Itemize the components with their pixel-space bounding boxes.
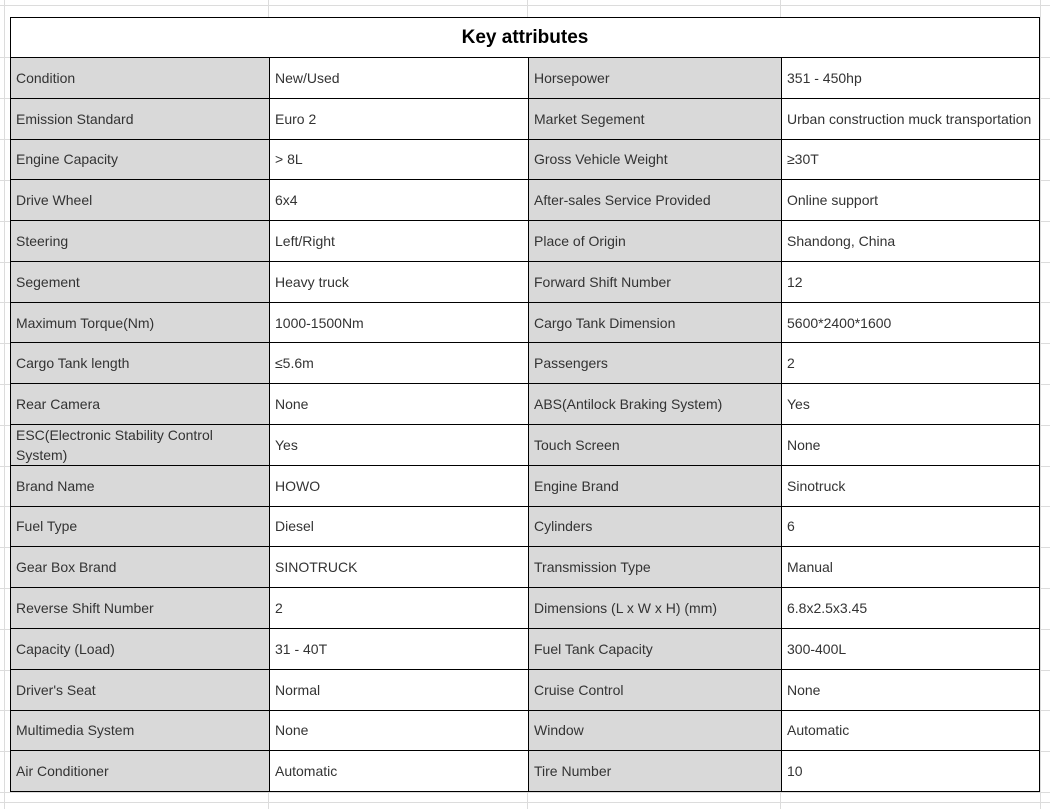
attribute-value-left: ≤5.6m bbox=[269, 343, 528, 383]
attribute-label-left: ESC(Electronic Stability Control System) bbox=[11, 425, 269, 465]
attribute-label-left: Segement bbox=[11, 262, 269, 302]
table-row bbox=[11, 466, 1039, 507]
attribute-value-right: 2 bbox=[781, 343, 1039, 383]
attribute-label-left: Brand Name bbox=[11, 466, 269, 506]
table-body bbox=[11, 58, 1039, 791]
attribute-value-left: SINOTRUCK bbox=[269, 547, 528, 587]
attribute-label-right: Cargo Tank Dimension bbox=[528, 303, 781, 343]
attribute-label-right: Dimensions (L x W x H) (mm) bbox=[528, 588, 781, 628]
table-row bbox=[11, 425, 1039, 466]
attribute-value-left: 6x4 bbox=[269, 180, 528, 220]
table-row bbox=[11, 303, 1039, 344]
attribute-label-right: Cylinders bbox=[528, 507, 781, 547]
table-row bbox=[11, 751, 1039, 791]
attribute-value-left: Diesel bbox=[269, 507, 528, 547]
table-row bbox=[11, 588, 1039, 629]
attribute-label-right: Gross Vehicle Weight bbox=[528, 140, 781, 180]
table-row bbox=[11, 140, 1039, 181]
attribute-label-right: After-sales Service Provided bbox=[528, 180, 781, 220]
attribute-value-left: 1000-1500Nm bbox=[269, 303, 528, 343]
attribute-value-left: Left/Right bbox=[269, 221, 528, 261]
table-row bbox=[11, 711, 1039, 752]
attribute-label-left: Gear Box Brand bbox=[11, 547, 269, 587]
attribute-value-left: None bbox=[269, 711, 528, 751]
attribute-value-right: Urban construction muck transportation bbox=[781, 99, 1039, 139]
attribute-value-left: Euro 2 bbox=[269, 99, 528, 139]
attribute-label-right: Cruise Control bbox=[528, 670, 781, 710]
attribute-label-right: Horsepower bbox=[528, 58, 781, 98]
table-row bbox=[11, 629, 1039, 670]
attribute-label-left: Maximum Torque(Nm) bbox=[11, 303, 269, 343]
attribute-value-right: Automatic bbox=[781, 711, 1039, 751]
table-row bbox=[11, 507, 1039, 548]
attribute-value-left: None bbox=[269, 384, 528, 424]
table-row bbox=[11, 180, 1039, 221]
attribute-value-left: 2 bbox=[269, 588, 528, 628]
attribute-value-right: None bbox=[781, 670, 1039, 710]
attribute-label-right: ABS(Antilock Braking System) bbox=[528, 384, 781, 424]
table-row bbox=[11, 99, 1039, 140]
attribute-value-right: Sinotruck bbox=[781, 466, 1039, 506]
attribute-value-right: Manual bbox=[781, 547, 1039, 587]
attribute-label-left: Capacity (Load) bbox=[11, 629, 269, 669]
attribute-value-right: 6 bbox=[781, 507, 1039, 547]
attribute-label-left: Reverse Shift Number bbox=[11, 588, 269, 628]
attribute-value-left: Yes bbox=[269, 425, 528, 465]
attribute-label-right: Passengers bbox=[528, 343, 781, 383]
attribute-value-right: Online support bbox=[781, 180, 1039, 220]
attribute-label-left: Multimedia System bbox=[11, 711, 269, 751]
attribute-value-right: 10 bbox=[781, 751, 1039, 791]
attribute-label-left: Air Conditioner bbox=[11, 751, 269, 791]
key-attributes-table bbox=[10, 17, 1040, 792]
table-title: Key attributes bbox=[11, 18, 1039, 58]
attribute-value-left: Heavy truck bbox=[269, 262, 528, 302]
table-row bbox=[11, 547, 1039, 588]
attribute-label-left: Engine Capacity bbox=[11, 140, 269, 180]
attribute-value-left: Automatic bbox=[269, 751, 528, 791]
table-row bbox=[11, 58, 1039, 99]
attribute-label-left: Driver's Seat bbox=[11, 670, 269, 710]
attribute-value-right: 5600*2400*1600 bbox=[781, 303, 1039, 343]
table-row bbox=[11, 221, 1039, 262]
attribute-value-right: 12 bbox=[781, 262, 1039, 302]
attribute-value-left: HOWO bbox=[269, 466, 528, 506]
attribute-label-left: Cargo Tank length bbox=[11, 343, 269, 383]
attribute-value-right: 300-400L bbox=[781, 629, 1039, 669]
attribute-label-right: Engine Brand bbox=[528, 466, 781, 506]
attribute-value-right: None bbox=[781, 425, 1039, 465]
attribute-label-right: Fuel Tank Capacity bbox=[528, 629, 781, 669]
attribute-value-left: New/Used bbox=[269, 58, 528, 98]
attribute-label-right: Tire Number bbox=[528, 751, 781, 791]
attribute-label-right: Touch Screen bbox=[528, 425, 781, 465]
attribute-value-right: Shandong, China bbox=[781, 221, 1039, 261]
attribute-label-left: Fuel Type bbox=[11, 507, 269, 547]
table-row bbox=[11, 384, 1039, 425]
table-row bbox=[11, 670, 1039, 711]
attribute-label-right: Window bbox=[528, 711, 781, 751]
attribute-label-right: Place of Origin bbox=[528, 221, 781, 261]
attribute-value-left: > 8L bbox=[269, 140, 528, 180]
attribute-value-left: Normal bbox=[269, 670, 528, 710]
table-row bbox=[11, 343, 1039, 384]
attribute-label-left: Drive Wheel bbox=[11, 180, 269, 220]
attribute-label-left: Emission Standard bbox=[11, 99, 269, 139]
attribute-value-right: ≥30T bbox=[781, 140, 1039, 180]
attribute-value-right: 351 - 450hp bbox=[781, 58, 1039, 98]
attribute-label-left: Condition bbox=[11, 58, 269, 98]
attribute-label-left: Steering bbox=[11, 221, 269, 261]
attribute-value-right: 6.8x2.5x3.45 bbox=[781, 588, 1039, 628]
table-row bbox=[11, 262, 1039, 303]
attribute-value-right: Yes bbox=[781, 384, 1039, 424]
attribute-label-right: Market Segement bbox=[528, 99, 781, 139]
attribute-label-left: Rear Camera bbox=[11, 384, 269, 424]
attribute-label-right: Forward Shift Number bbox=[528, 262, 781, 302]
attribute-label-right: Transmission Type bbox=[528, 547, 781, 587]
attribute-value-left: 31 - 40T bbox=[269, 629, 528, 669]
